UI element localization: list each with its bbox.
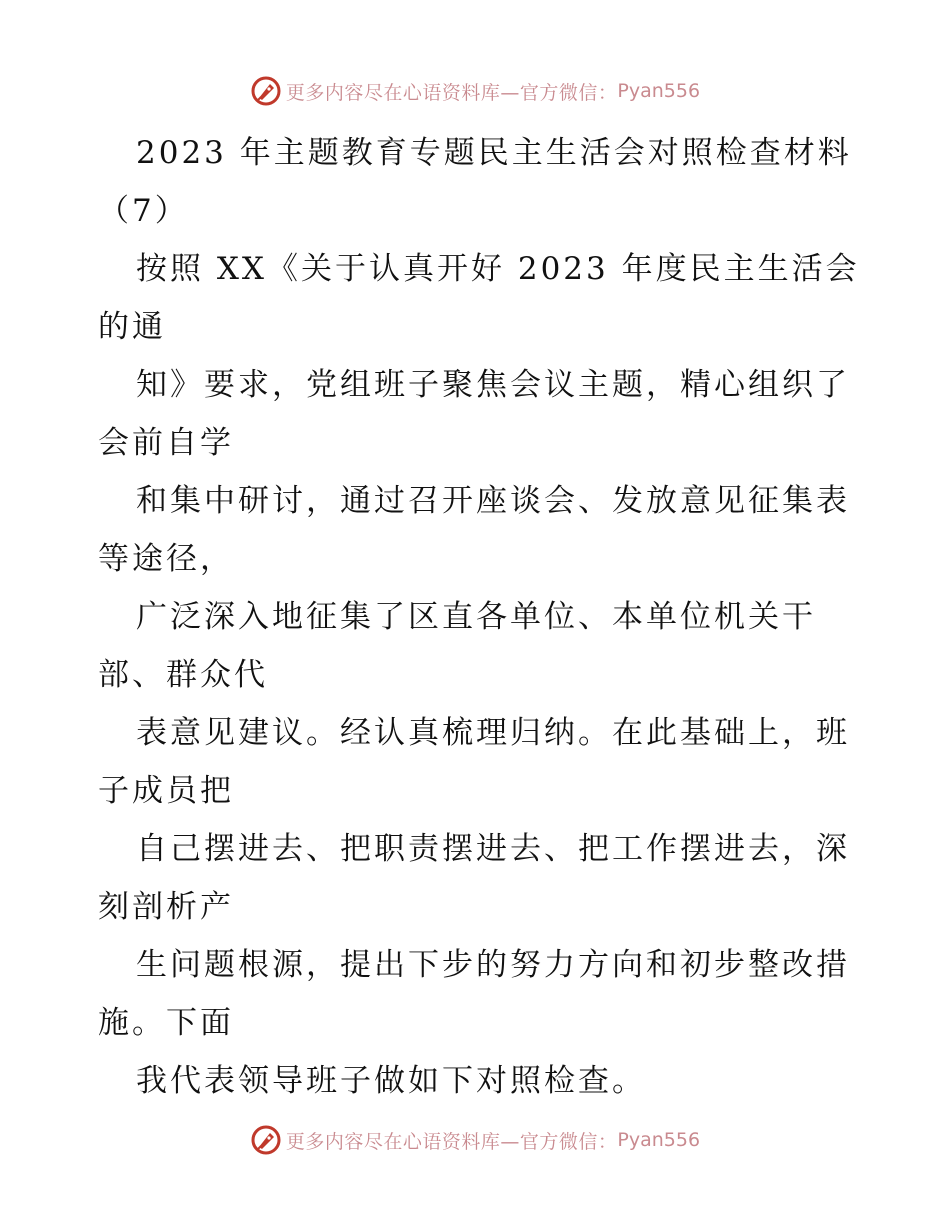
document-line: （7） [98,193,189,229]
document-line: 部、群众代 [98,657,268,693]
watermark-banner-top [0,69,950,113]
document-body [98,124,858,1110]
document-line: 知》要求，党组班子聚焦会议主题，精心组织了 [136,367,850,403]
document-line: 2023 年主题教育专题民主生活会对照检查材料 [136,135,852,171]
watermark-handle: Pyan556 [617,80,701,102]
document-line: 生问题根源，提出下步的努力方向和初步整改措 [136,947,850,983]
watermark-text: 更多内容尽在心语资料库—官方微信： [285,81,618,104]
document-line: 刻剖析产 [98,889,234,925]
document-line: 广泛深入地征集了区直各单位、本单位机关干 [136,599,816,635]
document-line: 我代表领导班子做如下对照检查。 [136,1063,646,1099]
document-line: 和集中研讨，通过召开座谈会、发放意见征集表 [136,483,850,519]
document-line: 子成员把 [98,773,234,809]
pen-nib-logo-icon [250,1124,282,1156]
document-line: 表意见建议。经认真梳理归纳。在此基础上，班 [136,715,850,751]
document-line: 施。下面 [98,1005,234,1041]
watermark-text: 更多内容尽在心语资料库—官方微信： [285,1130,618,1153]
watermark-banner-bottom [0,1118,950,1162]
watermark-handle: Pyan556 [617,1129,701,1151]
document-line: 自己摆进去、把职责摆进去、把工作摆进去，深 [136,831,850,867]
document-line: 等途径， [98,541,234,577]
document-line: 按照 XX《关于认真开好 2023 年度民主生活会 [136,251,860,287]
document-line: 会前自学 [98,425,234,461]
pen-nib-logo-icon [250,75,282,107]
document-line: 的通 [98,309,166,345]
